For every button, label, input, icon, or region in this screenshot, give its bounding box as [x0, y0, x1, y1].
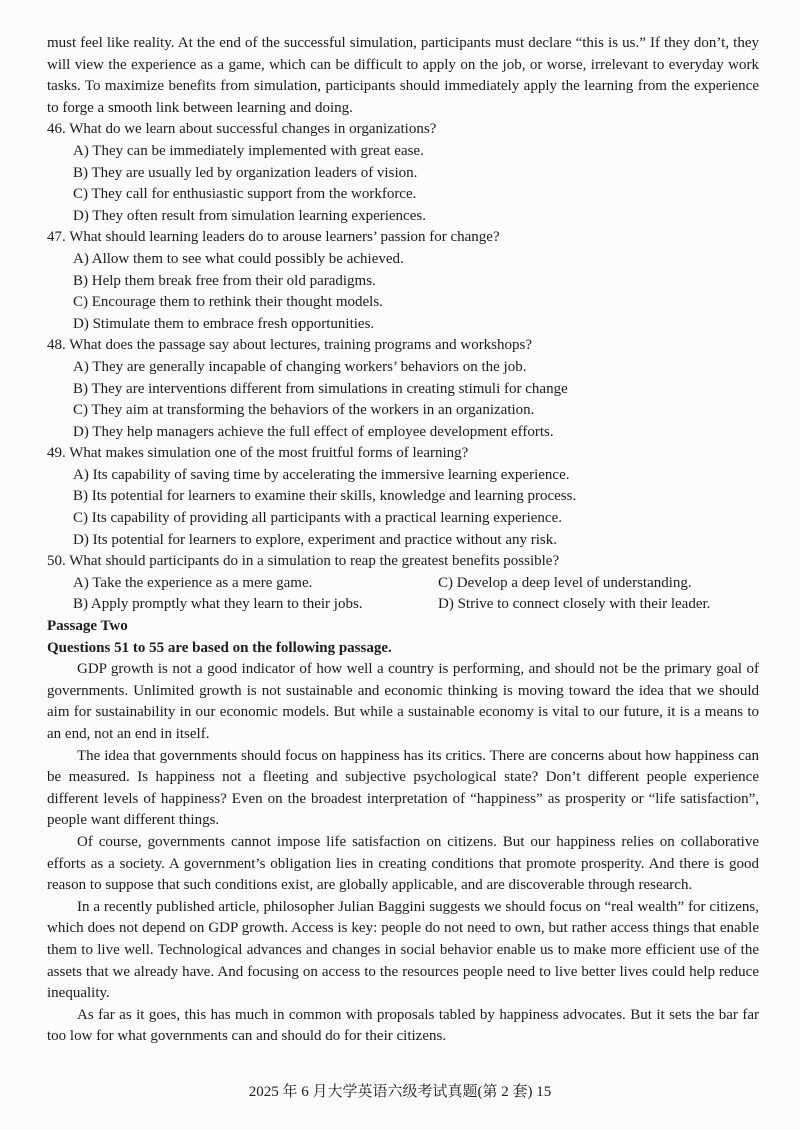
passage-instruction: Questions 51 to 55 are based on the following passage.: [47, 639, 392, 656]
option-c: C) They call for enthusiastic support from the workforce.: [73, 186, 417, 203]
option-a: A) Its capability of saving time by accelerating the immersive learning experience.: [73, 466, 570, 483]
option-d: D) They help managers achieve the full effect of employee development efforts.: [73, 423, 554, 440]
page-footer: 2025 年 6 月大学英语六级考试真题(第 2 套) 15: [248, 1084, 552, 1100]
option-c: C) Its capability of providing all participants with a practical learning experience.: [73, 510, 562, 527]
option-row-2: [73, 594, 759, 616]
passage-paragraph: As far as it goes, this has much in common with proposals tabled by happiness advocates. But it sets the bar far too low for what governments can and should do for their citizens.: [47, 1006, 759, 1045]
option-b: B) Apply promptly what they learn to their jobs.: [73, 596, 363, 613]
question-stem: 46. What do we learn about successful changes in organizations?: [47, 121, 437, 138]
passage-paragraph: GDP growth is not a good indicator of how well a country is performing, and should not be the primary goal of governments. Unlimited growth is not sustainable and economic thinking is moving toward the idea that we should aim for sustainability in our economic models. But while a sustainable economy is vital to our future, it is a means to an end, not an end in itself.: [47, 661, 759, 742]
option-b: B) Its potential for learners to examine their skills, knowledge and learning process.: [73, 488, 577, 505]
question-46: [47, 119, 759, 227]
option-c: C) Encourage them to rethink their thought models.: [73, 294, 383, 311]
option-d: D) They often result from simulation learning experiences.: [73, 207, 426, 224]
passage-paragraph: The idea that governments should focus on happiness has its critics. There are concerns about how happiness can be measured. Is happiness not a fleeting and subjective psychological state? Don’t different people experience different levels of happiness? Even on the broadest interpretation of “happiness” as prosperity or “life satisfaction”, people want different things.: [47, 747, 759, 829]
option-b: B) They are interventions different from simulations in creating stimuli for change: [73, 380, 568, 397]
option-b: B) Help them break free from their old paradigms.: [73, 272, 376, 289]
passage-paragraph: Of course, governments cannot impose life satisfaction on citizens. But our happiness relies on collaborative efforts as a society. A government’s obligation lies in creating conditions that promote prosperity. And there is good reason to suppose that such conditions exist, are globally applicable, and are discoverable through research.: [47, 833, 759, 894]
option-a: A) They can be immediately implemented with great ease.: [73, 142, 424, 159]
option-a: A) Allow them to see what could possibly be achieved.: [73, 250, 404, 267]
question-stem: 48. What does the passage say about lectures, training programs and workshops?: [47, 337, 533, 354]
option-a: A) Take the experience as a mere game.: [73, 574, 313, 591]
passage-paragraph: In a recently published article, philosopher Julian Baggini suggests we should focus on “real wealth” for citizens, which does not depend on GDP growth. Access is key: people do not need to own, but rather access things that enable them to live well. Technological advances and changes in social behavior enable us to make more efficient use of the assets that we already have. And focusing on access to the resources people need to live better lives could help reduce inequality.: [47, 898, 759, 1002]
question-47: [47, 227, 759, 335]
question-48: [47, 335, 759, 443]
question-stem: 47. What should learning leaders do to arouse learners’ passion for change?: [47, 229, 500, 246]
option-d: D) Strive to connect closely with their leader.: [438, 596, 711, 613]
question-50: [47, 551, 759, 616]
intro-paragraph: must feel like reality. At the end of the successful simulation, participants must declare “this is us.” If they don’t, they will view the experience as a game, which can be difficult to apply on the job, or worse, irrelevant to everyday work tasks. To maximize benefits from simulation, participants should immediately apply the learning from the experience to forge a smooth link between learning and doing.: [47, 35, 759, 116]
question-stem: 50. What should participants do in a simulation to reap the greatest benefits possible?: [47, 553, 560, 570]
passage-title: Passage Two: [47, 618, 128, 635]
page-content: [47, 33, 759, 1048]
question-stem: 49. What makes simulation one of the most fruitful forms of learning?: [47, 445, 469, 462]
option-d: D) Its potential for learners to explore, experiment and practice without any risk.: [73, 531, 557, 548]
option-d: D) Stimulate them to embrace fresh opportunities.: [73, 315, 375, 332]
option-c: C) Develop a deep level of understanding.: [438, 574, 692, 591]
option-c: C) They aim at transforming the behaviors of the workers in an organization.: [73, 402, 535, 419]
option-a: A) They are generally incapable of changing workers’ behaviors on the job.: [73, 358, 527, 375]
question-49: [47, 443, 759, 551]
option-row-1: [73, 573, 759, 595]
option-b: B) They are usually led by organization leaders of vision.: [73, 164, 418, 181]
